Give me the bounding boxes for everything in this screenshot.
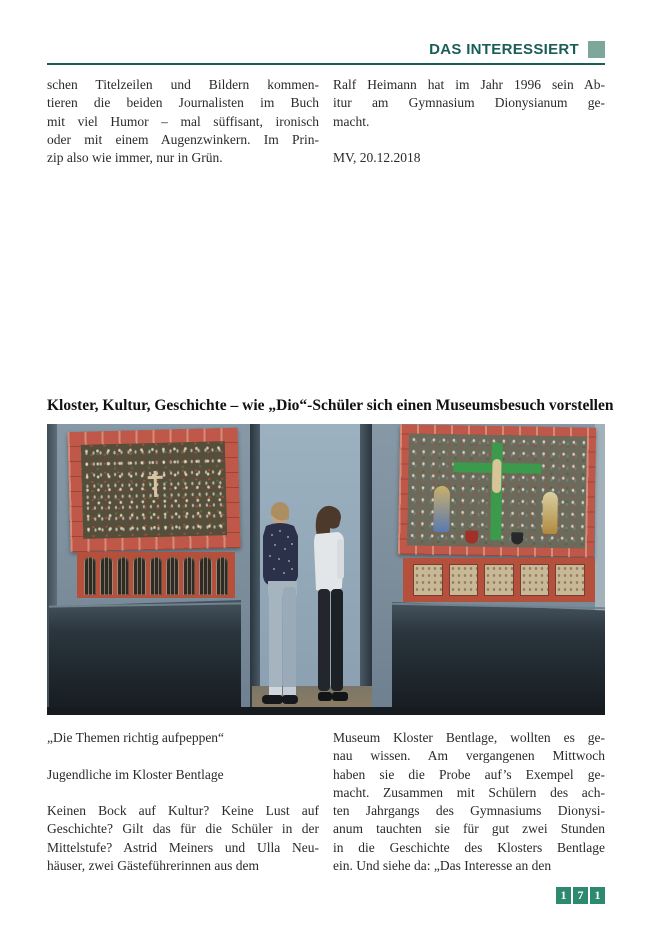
text-line: haben sie die Probe auf’s Exempel ge- [333, 766, 605, 782]
page-number-digit: 1 [556, 887, 571, 904]
text-line: zip also wie immer, nur in Grün. [47, 150, 223, 166]
reliquary-vessel-red [465, 530, 478, 543]
gothic-arch [150, 557, 162, 595]
text-line: mit viel Humor – mal süffisant, ironisch [47, 113, 319, 129]
left-reliquary-altar [67, 428, 240, 552]
museum-article-right-column [333, 729, 605, 875]
gothic-arch [199, 557, 211, 595]
predella-panel [520, 564, 550, 596]
boy-figure [262, 502, 298, 704]
museum-article-text [47, 729, 605, 875]
page-header [47, 40, 605, 60]
gothic-arch [216, 557, 228, 595]
predella-panel [555, 564, 585, 596]
article-headline: Kloster, Kultur, Geschichte – wie „Dio“-Schüler sich einen Museumsbesuch vorstellen [47, 397, 614, 414]
girl-figure [314, 506, 348, 701]
right-altar-relic-field [407, 433, 587, 548]
gothic-arch [117, 557, 129, 595]
page-number-digit: 1 [590, 887, 605, 904]
text-line: ten Jahrgangs des Gymnasiums Dionysi- [333, 803, 605, 819]
section-marker-square-icon [588, 41, 605, 58]
text-line: in die Geschichte des Klosters Bentlage [333, 839, 605, 855]
text-line: „Die Themen richtig aufpeppen“ [47, 730, 225, 745]
right-display-case [392, 602, 605, 707]
left-display-case [49, 600, 241, 707]
text-line: macht. [333, 113, 370, 129]
predella-panel [449, 564, 479, 596]
text-line: macht. Zusammen mit Schülern des ach- [333, 784, 605, 800]
top-article-right-column [333, 76, 605, 167]
predella-panel [413, 564, 443, 596]
gothic-arch [84, 557, 96, 595]
visitors-figures [252, 499, 372, 707]
page-number-digit: 7 [573, 887, 588, 904]
text-line: Jugendliche im Kloster Bentlage [47, 766, 224, 782]
saint-figure-left [433, 486, 450, 532]
paragraph [47, 76, 319, 167]
text-line: häuser, zwei Gästeführerinnen aus dem [47, 858, 259, 874]
text-line: nau wissen. Am vergangenen Mittwoch [333, 748, 605, 764]
paragraph [333, 729, 605, 875]
predella-panel [484, 564, 514, 596]
paragraph [47, 766, 319, 784]
gothic-arch [133, 557, 145, 595]
text-line: ein. Und siehe da: „Das Interesse an den [333, 858, 552, 874]
saint-figure-right [542, 492, 558, 534]
text-line: Ralf Heimann hat im Jahr 1996 sein Ab- [333, 77, 605, 92]
text-line: Keinen Bock auf Kultur? Keine Lust auf [47, 803, 319, 819]
left-altar-gothic-arcade [77, 552, 235, 598]
left-altar-crucifix [154, 471, 158, 497]
reliquary-vessel-dark [511, 532, 523, 544]
christ-figure [492, 459, 502, 493]
page-number [47, 887, 605, 904]
gothic-arch [183, 557, 195, 595]
gothic-arch [100, 557, 112, 595]
text-line: itur am Gymnasium Dionysianum ge- [333, 95, 605, 111]
text-line: Geschichte? Gilt das für die Schüler in der [47, 821, 319, 837]
header-rule [47, 63, 605, 65]
left-altar-relic-field [81, 441, 227, 539]
photo-bottom-strip [47, 707, 605, 715]
article-photo [47, 424, 605, 715]
text-line: tieren die beiden Journalisten im Buch [47, 95, 319, 111]
text-line: schen Titelzeilen und Bildern kommen- [47, 77, 319, 92]
top-article-left-column [47, 76, 319, 167]
text-line: Mittelstufe? Astrid Meiners und Ulla Neu- [47, 839, 319, 855]
museum-article-left-column [47, 729, 319, 875]
paragraph [333, 76, 605, 131]
paragraph [47, 802, 319, 875]
gothic-arch [166, 557, 178, 595]
paragraph [47, 729, 319, 747]
text-line: MV, 20.12.2018 [333, 150, 421, 166]
text-line: oder mit einem Augenzwinkern. Im Prin- [47, 131, 319, 147]
section-title: DAS INTERESSIERT [429, 40, 579, 58]
right-altar-predella [403, 558, 595, 602]
text-line: anum tauchten sie für gut zwei Stunden [333, 821, 605, 837]
top-article [47, 76, 605, 167]
text-line: Museum Kloster Bentlage, wollten es ge- [333, 730, 605, 745]
right-reliquary-altar [398, 424, 596, 557]
left-altar-crucifix-arm [148, 476, 163, 479]
paragraph [333, 149, 605, 167]
